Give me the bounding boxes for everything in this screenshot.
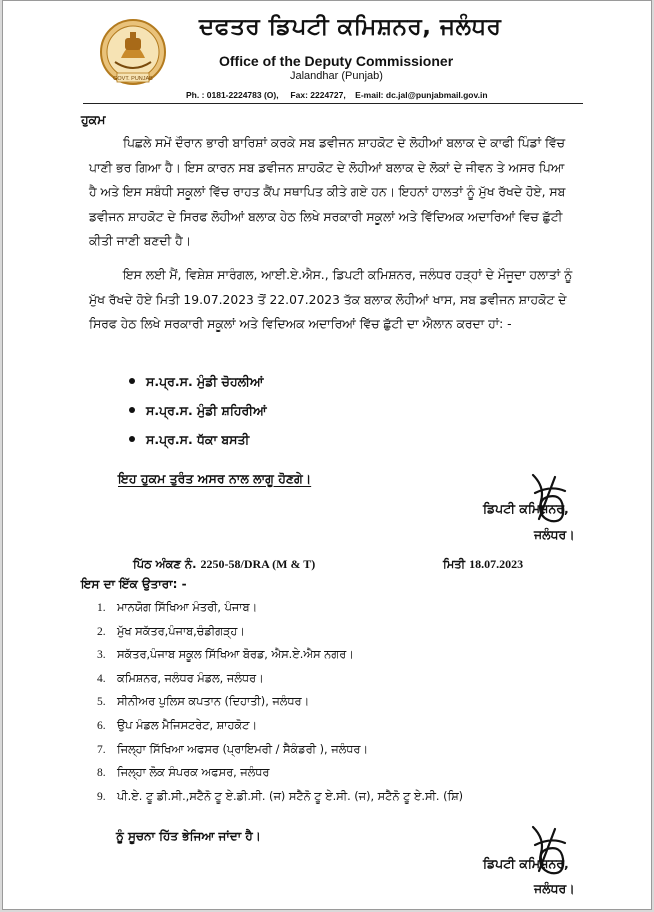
office-title-english: Office of the Deputy Commissioner (219, 53, 454, 69)
order-paragraph-2: ਇਸ ਲਈ ਮੈਂ, ਵਿਸ਼ੇਸ਼ ਸਾਰੰਗਲ, ਆਈ.ਏ.ਐਸ., ਡਿਪਟੀ ਕਮਿਸ਼ਨਰ, ਜਲੰਧਰ ਹੜ੍ਹਾਂ ਦੇ ਮੌਜੂਦਾ ਹਲਾਤਾਂ ਨੂੰ ਮੁੱਖ ਰੱਖਦੇ ਹੋਏ ਮਿਤੀ 19.07.2023 ਤੋਂ 22.07.2023 ਤੱਕ ਬਲਾਕ ਲੋਹੀਆਂ ਖਾਸ, ਸਬ ਡਵੀਜਨ ਸ਼ਾਹਕੋਟ ਦੇ ਸਿਰਫ ਹੇਠ ਲਿਖੇ ਸਰਕਾਰੀ ਸਕੂਲਾਂ ਅਤੇ ਵਿਦਿਅਕ ਅਦਾਰਿਆਂ ਵਿੱਚ ਛੁੱਟੀ ਦਾ ਐਲਾਨ ਕਰਦਾ ਹਾਂ: - (89, 268, 573, 332)
signatory-place: ਜਲੰਧਰ। (534, 881, 575, 896)
order-heading: ਹੁਕਮ (81, 112, 106, 127)
information-line: ਨੂੰ ਸੂਚਨਾ ਹਿੱਤ ਭੇਜਿਆ ਜਾਂਦਾ ਹੈ। (116, 829, 261, 843)
list-item: 1. ਮਾਨਯੋਗ ਸਿੱਖਿਆ ਮੰਤਰੀ, ਪੰਜਾਬ। (97, 601, 258, 614)
signatory-place: ਜਲੰਧਰ। (534, 527, 575, 542)
list-item: 7. ਜਿਲ੍ਹਾ ਸਿੱਖਿਆ ਅਫਸਰ (ਪ੍ਰਾਇਮਰੀ / ਸੈਕੰਡਰੀ ), ਜਲੰਧਰ। (97, 742, 368, 756)
list-item: ਸ.ਪ੍ਰ.ਸ. ਮੁੰਡੀ ਚੋਹਲੀਆਂ (129, 370, 267, 399)
distribution-list (97, 598, 463, 810)
signatory-designation: ਡਿਪਟੀ ਕਮਿਸ਼ਨਰ, (483, 501, 569, 516)
school-list (129, 370, 267, 457)
contact-details (186, 90, 488, 100)
list-item: 6. ਉਪ ਮੰਡਲ ਮੈਜਿਸਟਰੇਟ, ਸ਼ਾਹਕੋਟ। (97, 718, 257, 732)
endorsement-number: ਪਿੱਠ ਅੰਕਣ ਨੰ. 2250-58/DRA (M & T) (133, 557, 316, 571)
order-effect-line: ਇਹ ਹੁਕਮ ਤੁਰੰਤ ਅਸਰ ਨਾਲ ਲਾਗੂ ਹੋਣਗੇ। (118, 471, 312, 486)
bullet-icon (129, 407, 135, 413)
bullet-icon (129, 378, 135, 384)
list-item: 3. ਸਕੱਤਰ,ਪੰਜਾਬ ਸਕੂਲ ਸਿੱਖਿਆ ਬੋਰਡ, ਐਸ.ਏ.ਐਸ ਨਗਰ। (97, 648, 354, 662)
list-item: ਸ.ਪ੍ਰ.ਸ. ਮੁੰਡੀ ਸ਼ਹਿਰੀਆਂ (129, 399, 267, 428)
list-item: 4. ਕਮਿਸ਼ਨਰ, ਜਲੰਧਰ ਮੰਡਲ, ਜਲੰਧਰ। (97, 671, 264, 685)
fax-number: Fax: 2224727, (290, 90, 346, 100)
list-item: 5. ਸੀਨੀਅਰ ਪੁਲਿਸ ਕਪਤਾਨ (ਦਿਹਾਤੀ), ਜਲੰਧਰ। (97, 695, 310, 709)
header-divider (83, 103, 583, 104)
signatory-designation: ਡਿਪਟੀ ਕਮਿਸ਼ਨਰ, (483, 856, 569, 871)
endorsement-date: ਮਿਤੀ 18.07.2023 (443, 557, 524, 571)
email-address: E-mail: dc.jal@punjabmail.gov.in (355, 90, 488, 100)
list-item: ਸ.ਪ੍ਰ.ਸ. ਧੱਕਾ ਬਸਤੀ (129, 428, 267, 457)
svg-text:GOVT. PUNJAB: GOVT. PUNJAB (113, 76, 153, 82)
copy-to-heading: ਇਸ ਦਾ ਇੱਕ ਉਤਾਰਾ: - (81, 577, 187, 591)
office-location: Jalandhar (Punjab) (290, 70, 383, 82)
phone-number: Ph. : 0181-2224783 (O), (186, 90, 279, 100)
office-title-punjabi: ਦਫਤਰ ਡਿਪਟੀ ਕਮਿਸ਼ਨਰ, ਜਲੰਧਰ (199, 14, 502, 40)
bullet-icon (129, 436, 135, 442)
list-item: 2. ਮੁੱਖ ਸਕੱਤਰ,ਪੰਜਾਬ,ਚੰਡੀਗੜ੍ਹ। (97, 624, 245, 638)
punjab-government-seal-icon (97, 18, 169, 88)
list-item: 9. ਪੀ.ਏ. ਟੂ ਡੀ.ਸੀ.,ਸਟੈਨੋ ਟੂ ਏ.ਡੀ.ਸੀ. (ਜ) ਸਟੈਨੋ ਟੂ ਏ.ਸੀ. (ਜ), ਸਟੈਨੋ ਟੂ ਏ.ਸੀ. (ਸ਼ਿ) (97, 789, 464, 803)
document-page (2, 0, 652, 910)
order-paragraph-1: ਪਿਛਲੇ ਸਮੇਂ ਦੌਰਾਨ ਭਾਰੀ ਬਾਰਿਸ਼ਾਂ ਕਰਕੇ ਸਬ ਡਵੀਜਨ ਸ਼ਾਹਕੋਟ ਦੇ ਲੋਹੀਆਂ ਬਲਾਕ ਦੇ ਕਾਫੀ ਪਿੰਡਾਂ ਵਿੱਚ ਪਾਣੀ ਭਰ ਗਿਆ ਹੈ। ਇਸ ਕਾਰਨ ਸਬ ਡਵੀਜਨ ਸ਼ਾਹਕੋਟ ਦੇ ਲੋਹੀਆਂ ਬਲਾਕ ਦੇ ਲੋਕਾਂ ਦੇ ਜੀਵਨ ਤੇ ਅਸਰ ਪਿਆ ਹੈ ਅਤੇ ਇਸ ਸਬੰਧੀ ਸਕੂਲਾਂ ਵਿੱਚ ਰਾਹਤ ਕੈਂਪ ਸਥਾਪਿਤ ਕੀਤੇ ਗਏ ਹਨ। ਇਹਨਾਂ ਹਾਲਤਾਂ ਨੂੰ ਮੁੱਖ ਰੱਖਦੇ ਹੋਏ, ਸਬ ਡਵੀਜਨ ਸ਼ਾਹਕੋਟ ਦੇ ਸਿਰਫ ਲੋਹੀਆਂ ਬਲਾਕ ਹੇਠ ਲਿਖੇ ਸਰਕਾਰੀ ਸਕੂਲਾਂ ਅਤੇ ਵਿੱਦਿਅਕ ਅਦਾਰਿਆਂ ਵਿਚ ਛੁੱਟੀ ਕੀਤੀ ਜਾਣੀ ਬਣਦੀ ਹੈ। (89, 136, 566, 249)
list-item: 8. ਜਿਲ੍ਹਾ ਲੋਕ ਸੰਪਰਕ ਅਫਸਰ, ਜਲੰਧਰ (97, 766, 270, 780)
